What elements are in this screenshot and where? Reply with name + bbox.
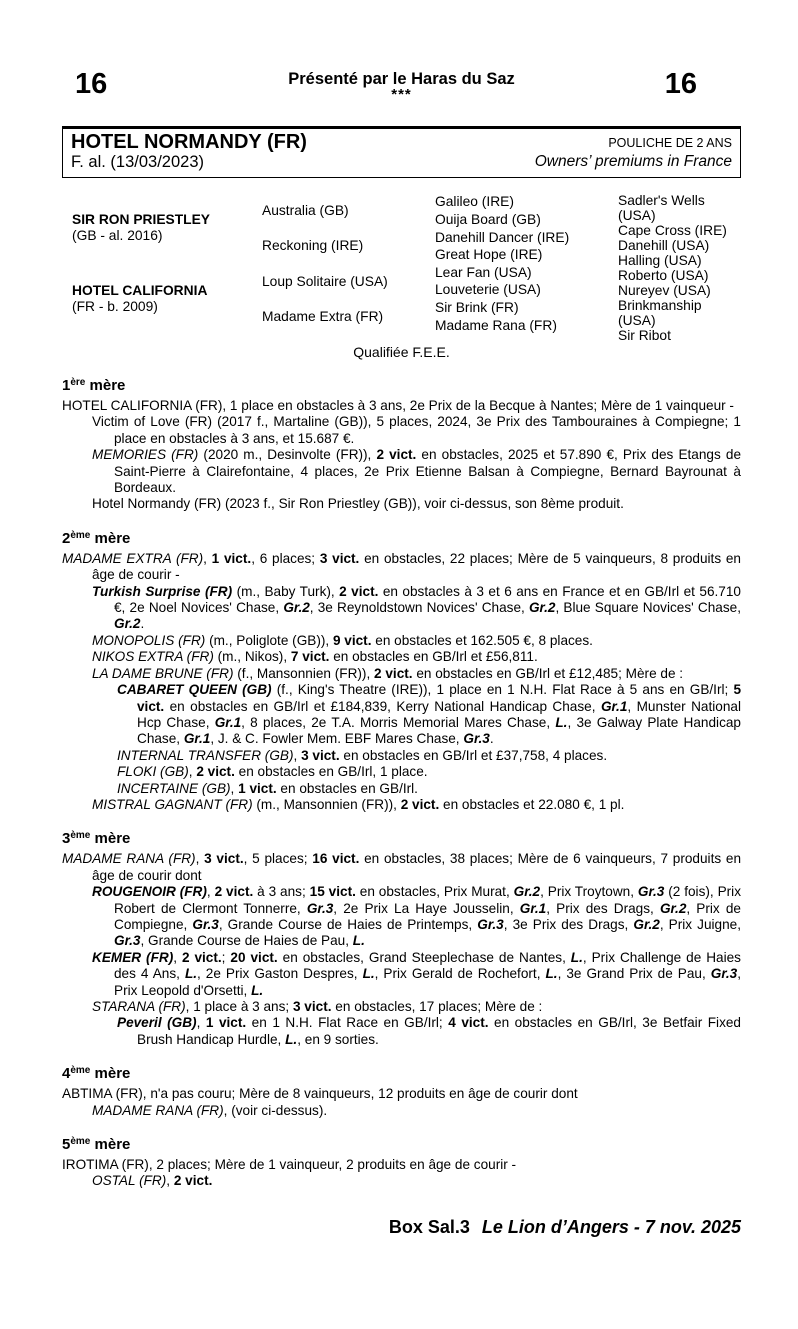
text-run: 2 vict. (173, 1173, 213, 1189)
text-run: . (489, 731, 494, 747)
pedigree-greatgrandparent: Great Hope (IRE) (435, 247, 543, 263)
text-run: , 5 places; (243, 851, 313, 867)
qualification-note: Qualifiée F.E.E. (353, 344, 450, 360)
text-run: , (293, 747, 302, 763)
text-run: L. (570, 949, 583, 965)
pedigree-col-greatgrandparents (435, 193, 618, 334)
text-run: (f., King's Theatre (IRE)), 1 place en 1 N.H. Flat Race à 5 ans en GB/Irl; (271, 682, 734, 698)
text-run: , 2e Prix Gaston Despres, (197, 966, 363, 982)
page-header (62, 70, 741, 112)
pedigree-greatgreatgrandparent: Cape Cross (IRE) (618, 223, 727, 238)
text-run: , Grande Course de Haies de Pau, (140, 933, 353, 949)
text-run: , Prix Challenge de Haies des 4 Ans, (114, 949, 741, 982)
text-run: INCERTAINE (GB) (117, 780, 231, 796)
text-run: Gr.2 (528, 600, 556, 616)
section-heading (62, 1136, 741, 1156)
text-run: en obstacles en GB/Irl et £184,839, Kerry National Handicap Chase, (164, 698, 601, 714)
sections (62, 377, 741, 1190)
text-run: , Prix des Drags, (546, 900, 660, 916)
pedigree-section (62, 830, 741, 1048)
pedigree-greatgreatgrandparent: Roberto (USA) (618, 268, 709, 283)
text-run: en obstacles en GB/Irl, 1 place. (234, 764, 428, 780)
text-run: , (188, 764, 197, 780)
text-run: , (166, 1173, 174, 1189)
section-heading-word: mère (90, 830, 131, 848)
catalogue-paragraph (62, 851, 741, 884)
text-run: Gr.1 (183, 731, 211, 747)
pedigree-greatgrandparent: Danehill Dancer (IRE) (435, 229, 570, 245)
pedigree-greatgreatgrandparent: Nureyev (USA) (618, 283, 711, 298)
catalogue-paragraph (62, 584, 741, 633)
pedigree-section (62, 1065, 741, 1119)
text-run: ; (221, 949, 231, 965)
text-run: 20 vict. (230, 949, 278, 965)
horse-details: F. al. (13/03/2023) (71, 153, 204, 171)
text-run: Gr.3 (710, 966, 738, 982)
text-run: , (206, 884, 215, 900)
text-run: MADAME EXTRA (FR) (62, 550, 204, 566)
text-run: en obstacles, Prix Murat, (355, 884, 514, 900)
text-run: en obstacles, 38 places; Mère de 6 vainqueurs, 7 produits en âge de courir dont (92, 851, 742, 883)
pedigree-section (62, 377, 741, 513)
text-run: 4 vict. (448, 1015, 489, 1031)
pedigree-greatgrandparent: Lear Fan (USA) (435, 264, 532, 280)
pedigree-parent-detail: (GB - al. 2016) (72, 228, 163, 244)
horse-title-box (62, 126, 741, 178)
text-run: MADAME RANA (FR) (62, 851, 196, 867)
text-run: , 3e Galway Plate Handicap Chase, (137, 714, 741, 747)
presenter-stars: *** (391, 86, 412, 103)
text-run: , Prix de Compiegne, (114, 900, 741, 932)
text-run: Gr.2 (633, 916, 660, 932)
text-run: , Prix Juigne, (659, 916, 742, 932)
text-run: 2 vict. (374, 665, 413, 681)
text-run: Gr.1 (600, 698, 628, 714)
text-run: , J. & C. Fowler Mem. EBF Mares Chase, (210, 731, 464, 747)
text-run: , 3e Grand Prix de Pau, (557, 966, 711, 982)
text-run: MISTRAL GAGNANT (FR) (92, 796, 253, 812)
section-heading-superscript: ème (70, 1065, 91, 1077)
pedigree-parent (72, 264, 262, 335)
text-run: L. (352, 933, 365, 949)
section-heading (62, 830, 741, 850)
catalogue-paragraph (62, 551, 741, 584)
lot-number-right: 16 (664, 68, 697, 100)
text-run: Gr.2 (659, 900, 687, 916)
horse-title-left (71, 131, 307, 172)
catalogue-paragraph (62, 682, 741, 748)
pedigree-parent-name: HOTEL CALIFORNIA (72, 282, 208, 298)
pedigree-grandparent: Reckoning (IRE) (262, 238, 364, 254)
text-run: (m., Mansonnien (FR)), (252, 796, 401, 812)
pedigree-greatgreatgrandparent: Brinkmanship (USA) (618, 298, 702, 328)
pedigree-parent-name: SIR RON PRIESTLEY (72, 212, 210, 228)
text-run: en obstacles et 22.080 €, 1 pl. (439, 796, 625, 812)
text-run: en obstacles en GB/Irl, 3e Betfair Fixed Brush Handicap Hurdle, (137, 1015, 741, 1047)
catalogue-paragraph (62, 781, 741, 797)
catalogue-paragraph (62, 633, 741, 649)
pedigree-greatgrandparent: Sir Brink (FR) (435, 300, 519, 316)
section-heading-superscript: ème (70, 529, 91, 541)
text-run: , 3e Prix des Drags, (503, 916, 634, 932)
catalogue-paragraph (62, 884, 741, 950)
pedigree-greatgrandparent: Louveterie (USA) (435, 282, 541, 298)
pedigree-greatgreatgrandparent: Sadler's Wells (USA) (618, 193, 705, 223)
catalogue-paragraph (62, 1173, 741, 1189)
text-run: 1 vict. (205, 1015, 247, 1031)
text-run: FLOKI (GB) (117, 764, 189, 780)
text-run: 9 vict. (332, 632, 372, 648)
section-heading-number: 3 (62, 830, 71, 848)
text-run: en 1 N.H. Flat Race en GB/Irl; (246, 1015, 449, 1031)
text-run: , Prix Leopold d'Orsetti, (114, 966, 741, 998)
text-run: MADAME RANA (FR) (92, 1102, 224, 1118)
text-run: ROUGENOIR (FR) (92, 884, 207, 900)
pedigree-greatgreatgrandparent: Danehill (USA) (618, 238, 710, 253)
text-run: Gr.2 (513, 884, 541, 900)
section-heading (62, 530, 741, 550)
text-run: , Munster National Hcp Chase, (137, 698, 741, 730)
pedigree-parent-detail: (FR - b. 2009) (72, 298, 158, 314)
text-run: , (230, 780, 239, 796)
catalogue-paragraph (62, 999, 741, 1015)
text-run: (2020 m., Desinvolte (FR)), (198, 447, 377, 463)
text-run: Peveril (GB) (117, 1015, 197, 1031)
catalogue-paragraph (62, 1157, 741, 1173)
catalogue-paragraph (62, 797, 741, 813)
pedigree-col-grandparents (262, 193, 435, 334)
text-run: , Grande Course de Haies de Printemps, (218, 916, 478, 932)
catalogue-paragraph (62, 666, 741, 682)
sale-name-date: Le Lion d’Angers - 7 nov. 2025 (481, 1216, 741, 1237)
text-run: Gr.3 (637, 884, 665, 900)
text-run: 2 vict. (376, 447, 417, 463)
text-run: , (195, 851, 205, 867)
horse-title-right (535, 131, 732, 171)
section-heading-superscript: ème (70, 1136, 91, 1148)
catalogue-paragraph (62, 649, 741, 665)
pedigree-col-greatgreatgrandparents (618, 193, 741, 343)
pedigree-greatgrandparent: Ouija Board (GB) (435, 211, 541, 227)
section-heading-number: 2 (62, 529, 71, 547)
catalogue-paragraph (62, 748, 741, 764)
text-run: en obstacles, Grand Steeplechase de Nantes, (277, 949, 571, 965)
text-run: (f., Mansonnien (FR)), (233, 665, 375, 681)
text-run: L. (184, 966, 198, 982)
text-run: . (140, 616, 145, 632)
text-run: , (voir ci-dessus). (223, 1102, 328, 1118)
text-run: OSTAL (FR) (92, 1173, 167, 1189)
section-heading-word: mère (90, 529, 131, 547)
pedigree-grandparent: Madame Extra (FR) (262, 308, 384, 324)
text-run: 3 vict. (292, 999, 332, 1014)
text-run: ABTIMA (FR), n'a pas couru; Mère de 8 vainqueurs, 12 produits en âge de courir dont (62, 1086, 578, 1102)
text-run: en obstacles en GB/Irl et £56,811. (329, 649, 538, 665)
text-run: en obstacles, 17 places; Mère de : (331, 999, 543, 1014)
text-run: Turkish Surprise (FR) (92, 583, 233, 599)
text-run: 1 vict. (238, 780, 277, 796)
catalogue-paragraph (62, 414, 741, 447)
section-heading-superscript: ère (70, 377, 86, 388)
text-run: , 2e Prix La Haye Jousselin, (333, 900, 520, 916)
text-run: L. (555, 714, 568, 730)
text-run: (m., Nikos), (213, 649, 291, 665)
text-run: L. (362, 966, 375, 982)
pedigree-col-parents (72, 193, 262, 334)
text-run: en obstacles en GB/Irl. (276, 780, 418, 796)
catalogue-paragraph (62, 950, 741, 999)
section-heading-superscript: ème (70, 830, 91, 842)
presenter-title: Présenté par le Haras du Saz (288, 70, 515, 88)
text-run: MONOPOLIS (FR) (92, 632, 206, 648)
text-run: , (173, 949, 182, 965)
text-run: 16 vict. (312, 851, 360, 867)
text-run: à 3 ans; (253, 884, 310, 900)
text-run: 3 vict. (301, 747, 340, 763)
text-run: , 6 places; (251, 550, 320, 566)
lot-number-left: 16 (75, 68, 108, 100)
section-heading-number: 1 (62, 377, 71, 394)
pedigree-greatgrandparent: Galileo (IRE) (435, 194, 514, 210)
text-run: (m., Poliglote (GB)), (205, 632, 333, 648)
section-heading-word: mère (85, 377, 126, 394)
catalogue-paragraph (62, 1015, 741, 1048)
catalogue-paragraph (62, 398, 741, 414)
text-run: Gr.2 (114, 616, 141, 632)
text-run: L. (285, 1031, 298, 1047)
pedigree-grandparent: Australia (GB) (262, 203, 349, 219)
premiums-note: Owners’ premiums in France (534, 153, 732, 170)
text-run: 1 vict. (211, 550, 252, 566)
text-run: 7 vict. (290, 649, 330, 665)
section-heading (62, 377, 741, 397)
text-run: Hotel Normandy (FR) (2023 f., Sir Ron Priestley (GB)), voir ci-dessus, son 8ème produit. (92, 496, 624, 512)
text-run: , 1 place à 3 ans; (185, 999, 293, 1014)
text-run: 2 vict. (196, 764, 235, 780)
text-run: INTERNAL TRANSFER (GB) (117, 747, 294, 763)
pedigree-section (62, 530, 741, 814)
text-run: Gr.2 (283, 600, 310, 616)
text-run: 3 vict. (204, 851, 244, 867)
catalogue-paragraph (62, 1086, 741, 1102)
presenter-block (62, 70, 741, 101)
text-run: en obstacles en GB/Irl et £37,758, 4 places. (339, 747, 608, 763)
pedigree-greatgreatgrandparent: Sir Ribot (618, 328, 671, 343)
text-run: STARANA (FR) (92, 999, 186, 1014)
text-run: , 8 places, 2e T.A. Morris Memorial Mares Chase, (241, 714, 556, 730)
text-run: en obstacles, 2025 et 57.890 €, Prix des Etangs de Saint-Pierre à Clairefontaine, 4 places, 2e Prix Etienne Balsan à Compiegne, Bernard Bayrounat à Bordeaux. (114, 447, 742, 496)
text-run: , 3e Reynoldstown Novices' Chase, (309, 600, 529, 616)
pedigree-greatgrandparent: Madame Rana (FR) (435, 317, 557, 333)
catalogue-paragraph (62, 496, 741, 512)
section-heading-number: 4 (62, 1065, 71, 1083)
text-run: Gr.3 (306, 900, 334, 916)
text-run: 2 vict. (181, 949, 222, 965)
text-run: , en 9 sorties. (297, 1031, 379, 1047)
box-number: Box Sal.3 (388, 1216, 470, 1237)
pedigree-section (62, 1136, 741, 1190)
text-run: 15 vict. (309, 884, 356, 900)
text-run: L. (251, 982, 264, 998)
text-run: 2 vict. (339, 583, 379, 599)
text-run: HOTEL CALIFORNIA (FR), 1 place en obstacles à 3 ans, 2e Prix de la Becque à Nantes; Mère de 1 vainqueur - (62, 398, 734, 413)
text-run: LA DAME BRUNE (FR) (92, 665, 234, 681)
horse-name: HOTEL NORMANDY (FR) (71, 131, 307, 153)
page-footer (62, 1216, 741, 1238)
text-run: en obstacles à 3 et 6 ans en France et en GB/Irl et 56.710 €, 2e Noel Novices' Chase, (114, 583, 741, 616)
text-run: en obstacles en GB/Irl et £12,485; Mère de : (412, 665, 684, 681)
text-run: MEMORIES (FR) (92, 447, 199, 463)
text-run: Gr.1 (519, 900, 547, 916)
text-run: L. (545, 966, 558, 982)
catalogue-paragraph (62, 447, 741, 496)
text-run: CABARET QUEEN (GB) (117, 682, 272, 698)
text-run: , Prix Troytown, (540, 884, 638, 900)
text-run: , Blue Square Novices' Chase, (555, 600, 741, 616)
section-heading-word: mère (90, 1065, 131, 1083)
text-run: , Prix Gerald de Rochefort, (374, 966, 546, 982)
text-run: (2 fois), Prix Robert de Clermont Tonnerre, (114, 884, 741, 916)
section-heading (62, 1065, 741, 1085)
pedigree-table (72, 193, 741, 343)
text-run: IROTIMA (FR), 2 places; Mère de 1 vainqueur, 2 produits en âge de courir - (62, 1157, 517, 1173)
section-heading-number: 5 (62, 1136, 71, 1154)
text-run: , (203, 550, 212, 566)
text-run: 2 vict. (214, 884, 254, 900)
horse-category: POULICHE DE 2 ANS (608, 136, 732, 150)
text-run: 5 vict. (137, 682, 742, 714)
text-run: NIKOS EXTRA (FR) (92, 649, 214, 665)
text-run: Gr.3 (114, 933, 141, 949)
text-run: , (196, 1015, 206, 1031)
text-run: (m., Baby Turk), (232, 583, 340, 599)
section-heading-word: mère (90, 1136, 131, 1154)
pedigree-greatgreatgrandparent: Halling (USA) (618, 253, 702, 268)
pedigree-grandparent: Loup Solitaire (USA) (262, 273, 388, 289)
pedigree-parent (72, 193, 262, 264)
text-run: en obstacles et 162.505 €, 8 places. (371, 632, 593, 648)
text-run: Gr.3 (477, 916, 504, 932)
text-run: 3 vict. (319, 550, 360, 566)
text-run: Gr.1 (214, 714, 242, 730)
catalogue-paragraph (62, 1103, 741, 1119)
text-run: Gr.3 (463, 731, 490, 747)
text-run: Gr.3 (192, 916, 219, 932)
text-run: KEMER (FR) (92, 949, 174, 965)
text-run: 2 vict. (400, 796, 440, 812)
catalogue-paragraph (62, 764, 741, 780)
text-run: en obstacles, 22 places; Mère de 5 vainqueurs, 8 produits en âge de courir - (92, 550, 741, 583)
text-run: Victim of Love (FR) (2017 f., Martaline (GB)), 5 places, 2024, 3e Prix des Tambouraines à Compiegne; 1 place en obstacles à 3 ans, et 15.687 €. (92, 414, 741, 446)
